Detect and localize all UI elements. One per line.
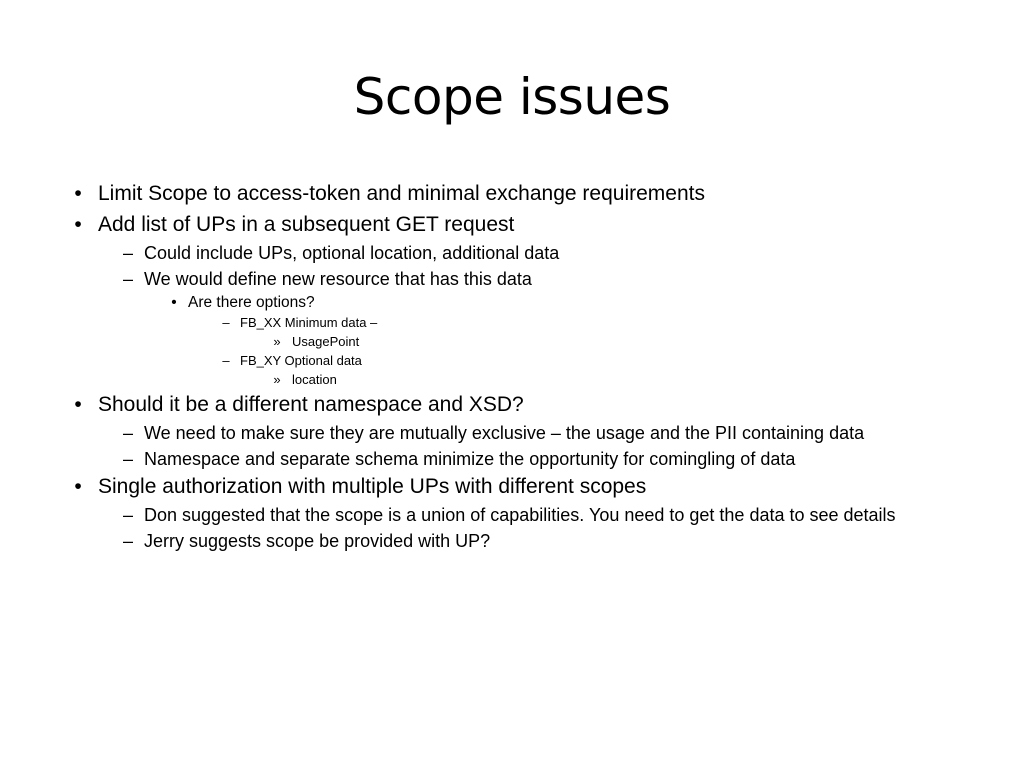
dash-marker: – [122, 269, 133, 289]
bullet-marker: • [74, 475, 82, 498]
dash-marker: – [222, 353, 230, 368]
level4-text: FB_XX Minimum data – [240, 315, 378, 330]
dash-marker: – [122, 243, 133, 263]
bullet-marker: • [74, 213, 82, 236]
sub-bullet-text: Jerry suggests scope be provided with UP? [144, 531, 491, 551]
bullet-text: Should it be a different namespace and XSD? [98, 393, 524, 416]
level5-text: UsagePoint [292, 334, 360, 349]
level5-text: location [292, 372, 337, 387]
bullet-item [58, 181, 705, 207]
level4-item [212, 353, 362, 369]
bullet-item [58, 392, 524, 418]
sub-bullet-item [112, 268, 532, 290]
sub-bullet-item [112, 448, 795, 470]
sub-bullet-text: Namespace and separate schema minimize the opportunity for comingling of data [144, 449, 796, 469]
guillemet-marker: » [273, 372, 281, 387]
slide-title: Scope issues [353, 68, 671, 126]
sub-bullet-item [112, 530, 490, 552]
sub-sub-bullet-text: Are there options? [188, 294, 315, 311]
dash-marker: – [122, 531, 133, 551]
level5-item [262, 372, 337, 388]
bullet-text: Limit Scope to access-token and minimal exchange requirements [98, 182, 705, 205]
dash-marker: – [122, 449, 133, 469]
bullet-item [58, 474, 646, 500]
dash-marker: – [122, 505, 133, 525]
sub-bullet-text: Could include UPs, optional location, additional data [144, 243, 560, 263]
guillemet-marker: » [273, 334, 281, 349]
bullet-text: Add list of UPs in a subsequent GET request [98, 213, 515, 236]
sub-sub-bullet-item [160, 293, 315, 312]
sub-bullet-item [112, 504, 896, 526]
sub-bullet-item [112, 242, 559, 264]
bullet-item [58, 212, 514, 238]
dash-marker: – [122, 423, 133, 443]
sub-bullet-item [112, 422, 864, 444]
sub-bullet-text: We need to make sure they are mutually exclusive – the usage and the PII containing data [144, 423, 865, 443]
bullet-marker: • [74, 182, 82, 205]
sub-bullet-text: Don suggested that the scope is a union of capabilities. You need to get the data to see details [144, 505, 896, 525]
level4-item [212, 315, 377, 331]
level5-item [262, 334, 359, 350]
sub-bullet-text: We would define new resource that has this data [144, 269, 532, 289]
bullet-marker: • [171, 294, 177, 311]
dash-marker: – [222, 315, 230, 330]
bullet-marker: • [74, 393, 82, 416]
level4-text: FB_XY Optional data [240, 353, 362, 368]
bullet-text: Single authorization with multiple UPs with different scopes [98, 475, 647, 498]
